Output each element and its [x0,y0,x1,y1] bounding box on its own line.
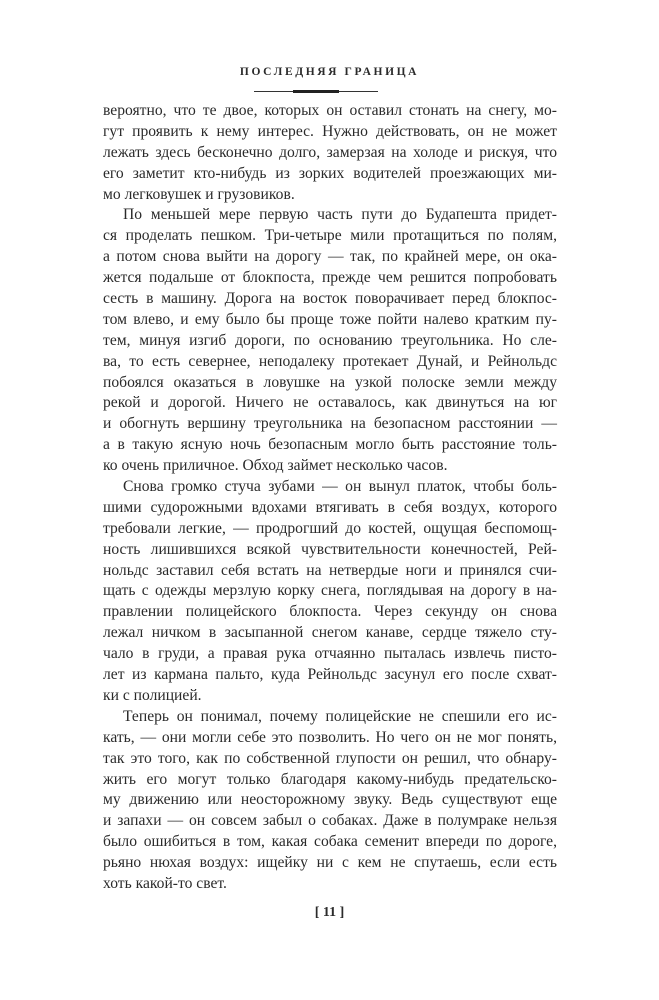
text-line: лежать здесь бесконечно долго, замерзая на холоде и рискуя, что [103,143,557,161]
text-line: щать с одежды мерзлую корку снега, поглядывая на дорогу в на- [103,582,557,600]
text-line: му движению или неосторожному звуку. Ведь существуют еще [103,791,557,809]
text-line: рьяно нюхая воздух: ищейку ни с кем не спутаешь, если есть [103,854,557,872]
text-line: хоть какой-то свет. [103,874,227,892]
text-line: гут проявить к нему интерес. Нужно действовать, он не может [103,122,557,140]
text-line: кать, — они могли себе это позволить. Но чего он не мог понять, [103,728,557,746]
text-line: мо легковушек и грузовиков. [103,185,295,203]
text-line: ся проделать пешком. Три-четыре мили протащиться по полям, [103,227,557,245]
text-line: По меньшей мере первую часть пути до Будапешта придет- [123,206,557,224]
text-line: и обогнуть вершину треугольника на безопасном расстоянии — [103,415,557,433]
text-line: так это того, как по собственной глупости он решил, что обнару- [103,749,557,767]
text-line: Снова громко стуча зубами — он вынул платок, чтобы боль- [123,478,557,496]
text-line: вероятно, что те двое, которых он оставил стонать на снегу, мо- [103,102,557,119]
text-line: было ошибиться в том, какая собака семенит впереди по дороге, [103,833,557,851]
page-number: [ 11 ] [314,905,345,920]
text-line: ки с полицией. [103,686,202,704]
text-line: его заметит кто-нибудь из зорких водителей проезжающих ми- [103,164,557,182]
text-line: жется подальше от блокпоста, прежде чем решится попробовать [103,269,557,287]
text-line: побоялся оказаться в ловушке на узкой полоске земли между [103,373,557,391]
running-title: ПОСЛЕДНЯЯ ГРАНИЦА [239,66,420,78]
text-line: лежал ничком в засыпанной снегом канаве, сердце тяжело сту- [103,624,557,642]
text-line: рекой и дорогой. Ничего не оставалось, как двинуться на юг [103,394,557,412]
text-line: а в такую ясную ночь безопасным могло быть расстояние толь- [103,436,557,454]
text-line: ность лишившихся всякой чувствительности конечностей, Рей- [103,540,557,558]
text-line: и запахи — он совсем забыл о собаках. Даже в полумраке нельзя [103,812,557,830]
text-line: правлении полицейского блокпоста. Через секунду он снова [103,603,557,621]
text-line: лет из кармана пальто, куда Рейнольдс засунул его после схват- [103,666,557,684]
page-body-text [103,101,557,895]
text-line: тем, минуя изгиб дороги, по основанию треугольника. Но сле- [103,331,557,349]
text-line: шими судорожными вдохами втягивать в себя воздух, которого [103,498,557,516]
text-line: нольдс заставил себя встать на нетвердые ноги и принялся счи- [103,561,557,579]
text-line: ко очень приличное. Обход займет несколько часов. [103,457,448,475]
text-line: ва, то есть севернее, неподалеку протекает Дунай, и Рейнольдс [103,352,557,370]
header-rule-accent [293,90,339,93]
text-line: чало в груди, а правая рука отчаянно пыталась извлечь писто- [103,645,557,663]
text-line: том влево, и ему было бы проще тоже пойти налево кратким пу- [103,310,557,328]
text-line: Теперь он понимал, почему полицейские не спешили его ис- [123,707,557,725]
text-line: требовали легкие, — продрогший до костей, ощущая беспомощ- [103,519,557,537]
text-line: а потом снова выйти на дорогу — так, по крайней мере, он ока- [103,248,557,266]
text-line: жить его могут только благодаря какому-нибудь предательско- [103,770,557,788]
text-line: сесть в машину. Дорога на восток поворачивает перед блокпос- [103,290,557,308]
